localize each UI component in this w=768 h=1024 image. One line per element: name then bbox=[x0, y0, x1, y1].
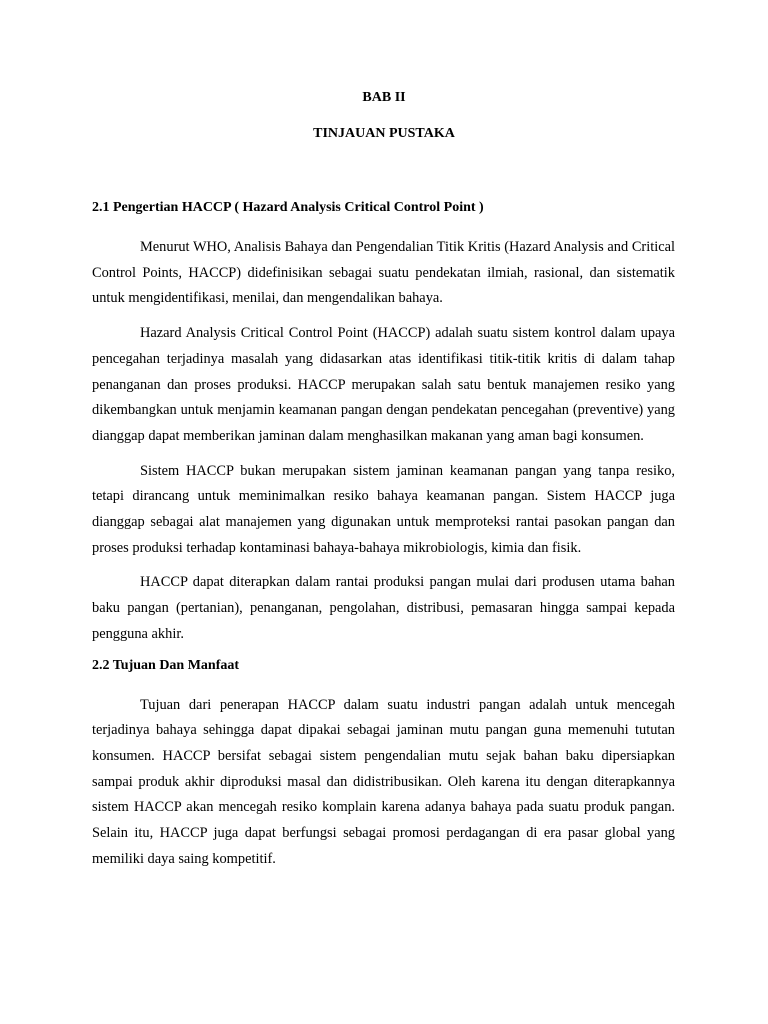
section-heading: 2.1 Pengertian HACCP ( Hazard Analysis Critical Control Point ) bbox=[92, 200, 484, 215]
paragraph: HACCP dapat diterapkan dalam rantai produksi pangan mulai dari produsen utama bahan baku pangan (pertanian), penanganan, pengolahan, distribusi, pemasaran hingga sampai kepada pengguna akhir. bbox=[92, 574, 675, 642]
chapter-number: BAB II bbox=[362, 90, 406, 105]
section-2-2 bbox=[92, 657, 675, 873]
section-2-1 bbox=[92, 199, 675, 648]
section-heading: 2.2 Tujuan Dan Manfaat bbox=[92, 657, 240, 673]
paragraph: Sistem HACCP bukan merupakan sistem jaminan keamanan pangan yang tanpa resiko, tetapi dirancang untuk meminimalkan resiko bahaya keamanan pangan. Sistem HACCP juga dianggap sebagai alat manajemen yang digunakan untuk memproteksi rantai pasokan pangan dan proses produksi terhadap kontaminasi bahaya-bahaya mikrobiologis, kimia dan fisik. bbox=[92, 462, 675, 556]
paragraph: Menurut WHO, Analisis Bahaya dan Pengendalian Titik Kritis (Hazard Analysis and Critical Control Points, HACCP) didefinisikan sebagai suatu pendekatan ilmiah, rasional, dan sistematik untuk mengidentifikasi, menilai, dan mengendalikan bahaya. bbox=[92, 239, 675, 307]
paragraph: Tujuan dari penerapan HACCP dalam suatu industri pangan adalah untuk mencegah terjadinya bahaya sehingga dapat dipakai sebagai jaminan mutu pangan guna memenuhi tututan konsumen. HACCP bersifat sebagai sistem pengendalian mutu sejak bahan baku dipersiapkan sampai produk akhir diproduksi masal dan didistribusikan. Oleh karena itu dengan diterapkannya sistem HACCP akan mencegah resiko komplain karena adanya bahaya pada suatu produk pangan. Selain itu, HACCP juga dapat berfungsi sebagai promosi perdagangan di era pasar global yang memiliki daya saing kompetitif. bbox=[92, 696, 675, 867]
paragraph: Hazard Analysis Critical Control Point (HACCP) adalah suatu sistem kontrol dalam upaya pencegahan terjadinya masalah yang didasarkan atas identifikasi titik-titik kritis di dalam tahap penanganan dan proses produksi. HACCP merupakan salah satu bentuk manajemen resiko yang dikembangkan untuk menjamin keamanan pangan dengan pendekatan pencegahan (preventive) yang dianggap dapat memberikan jaminan dalam menghasilkan makanan yang aman bagi konsumen. bbox=[92, 325, 675, 444]
document-body bbox=[92, 199, 675, 881]
chapter-title: TINJAUAN PUSTAKA bbox=[313, 126, 455, 141]
